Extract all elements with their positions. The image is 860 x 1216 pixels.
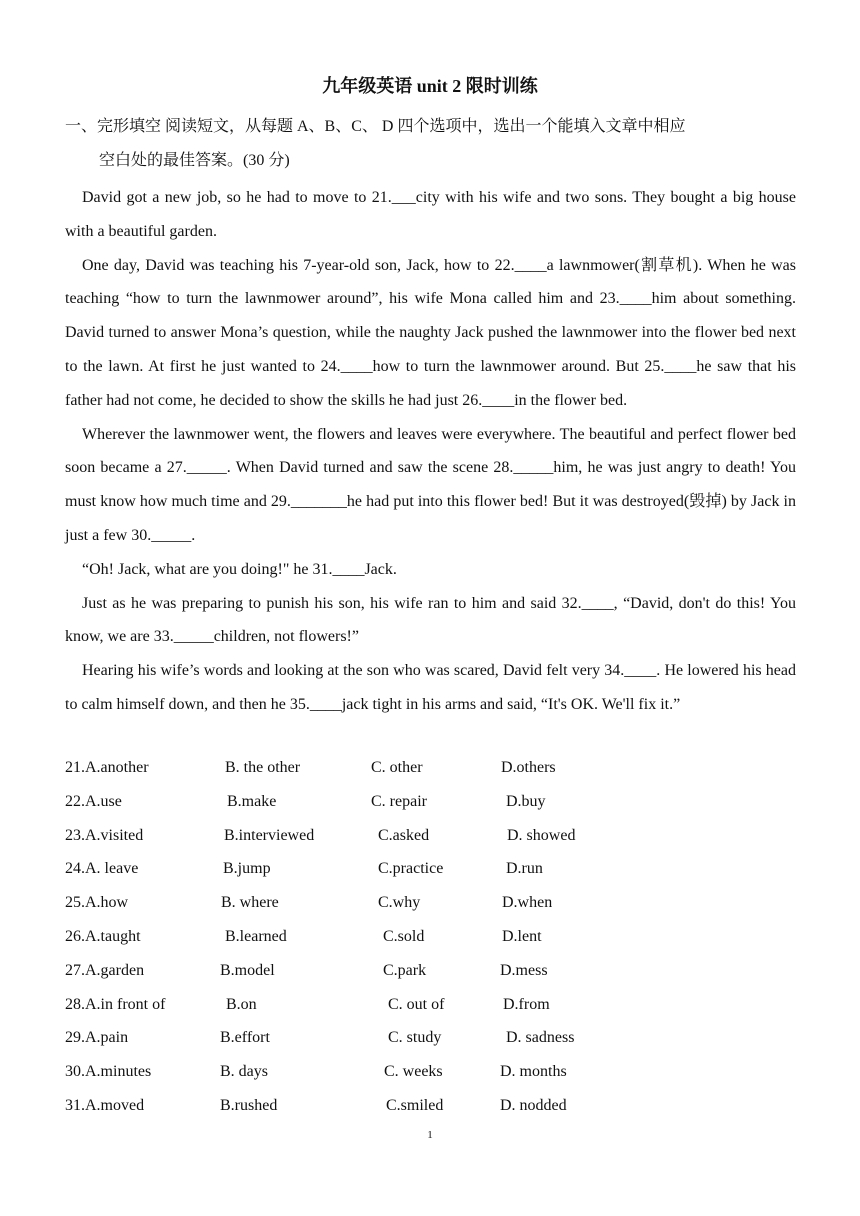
option-d: D.lent bbox=[502, 927, 542, 945]
option-d: D. months bbox=[500, 1063, 567, 1081]
option-b: B.interviewed bbox=[224, 826, 315, 844]
option-c: C. repair bbox=[371, 792, 427, 810]
passage-paragraph: Hearing his wife’s words and looking at the son who was scared, David felt very 34.____. He lowered his head to calm himself down, and then he 35.____jack tight in his arms and said, “It's OK. We'll fix it.” bbox=[65, 662, 796, 713]
option-a: 30.A.minutes bbox=[65, 1063, 152, 1081]
option-c: C.asked bbox=[378, 826, 430, 844]
option-a: 23.A.visited bbox=[65, 826, 144, 844]
option-b: B.on bbox=[226, 995, 257, 1013]
option-d: D.others bbox=[501, 759, 556, 776]
option-d: D. showed bbox=[507, 826, 576, 844]
passage-paragraph: One day, David was teaching his 7-year-old son, Jack, how to 22.____a lawnmower(割草机). When he was teaching “how to turn the lawnmower around”, his wife Mona called him and 23.____him about something. David turned to answer Mona’s question, while the naughty Jack pushed the lawnmower into the flower bed next to the lawn. At first he just wanted to 24.____how to turn the lawnmower around. But 25.____he saw that his father had not come, he decided to show the skills he had just 26.____in the flower bed. bbox=[65, 256, 796, 409]
option-d: D.from bbox=[503, 995, 550, 1013]
passage-paragraph: Just as he was preparing to punish his son, his wife ran to him and said 32.____, “David, don't do this! You know, we are 33._____children, not flowers!” bbox=[65, 594, 796, 646]
option-c: C. out of bbox=[388, 995, 445, 1013]
option-d: D.run bbox=[506, 860, 543, 878]
option-a: 31.A.moved bbox=[65, 1096, 145, 1114]
option-a: 29.A.pain bbox=[65, 1029, 129, 1047]
option-d: D.buy bbox=[506, 792, 546, 810]
cloze-passage bbox=[65, 181, 796, 722]
option-a: 28.A.in front of bbox=[65, 995, 166, 1013]
option-a: 25.A.how bbox=[65, 894, 129, 912]
option-b: B.make bbox=[227, 792, 277, 810]
option-a: 22.A.use bbox=[65, 792, 122, 810]
section-instructions bbox=[65, 115, 805, 173]
option-a: 27.A.garden bbox=[65, 961, 145, 979]
option-d: D.when bbox=[502, 894, 553, 912]
option-c: C.sold bbox=[383, 927, 425, 945]
option-d: D.mess bbox=[500, 961, 548, 979]
option-c: C. study bbox=[388, 1029, 442, 1047]
option-b: B. the other bbox=[225, 759, 301, 776]
passage-paragraph: “Oh! Jack, what are you doing!" he 31.____Jack. bbox=[82, 560, 397, 578]
page-number: 1 bbox=[427, 1129, 433, 1141]
passage-paragraph: Wherever the lawnmower went, the flowers and leaves were everywhere. The beautiful and perfect flower bed soon became a 27._____. When David turned and saw the scene 28._____him, he was just angry to death! You must know how much time and 29._______he had put into this flower bed! But it was destroyed(毁掉) by Jack in just a few 30._____. bbox=[65, 425, 796, 544]
option-b: B.learned bbox=[225, 927, 287, 945]
option-c: C. other bbox=[371, 759, 423, 776]
instruction-line-1: 一、完形填空 阅读短文，从每题 A、B、C、 D 四个选项中，选出一个能填入文章中相应 bbox=[65, 118, 686, 135]
instruction-line-2: 空白处的最佳答案。(30 分) bbox=[99, 152, 290, 169]
option-b: B. days bbox=[220, 1063, 268, 1081]
option-d: D. sadness bbox=[506, 1029, 575, 1047]
option-c: C.park bbox=[383, 961, 427, 979]
page-title: 九年级英语 unit 2 限时训练 bbox=[322, 76, 538, 96]
option-b: B.model bbox=[220, 961, 275, 979]
option-b: B. where bbox=[221, 894, 279, 912]
option-a: 26.A.taught bbox=[65, 927, 141, 945]
option-d: D. nodded bbox=[500, 1096, 567, 1114]
option-a: 21.A.another bbox=[65, 759, 149, 776]
option-c: C.smiled bbox=[386, 1096, 444, 1114]
option-b: B.jump bbox=[223, 860, 271, 878]
passage-paragraph: David got a new job, so he had to move to 21.___city with his wife and two sons. They bought a big house with a beautiful garden. bbox=[65, 189, 796, 240]
option-a: 24.A. leave bbox=[65, 860, 139, 878]
option-b: B.effort bbox=[220, 1029, 270, 1047]
option-c: C.practice bbox=[378, 860, 444, 878]
option-b: B.rushed bbox=[220, 1096, 278, 1114]
option-c: C.why bbox=[378, 894, 421, 912]
option-c: C. weeks bbox=[384, 1063, 443, 1081]
